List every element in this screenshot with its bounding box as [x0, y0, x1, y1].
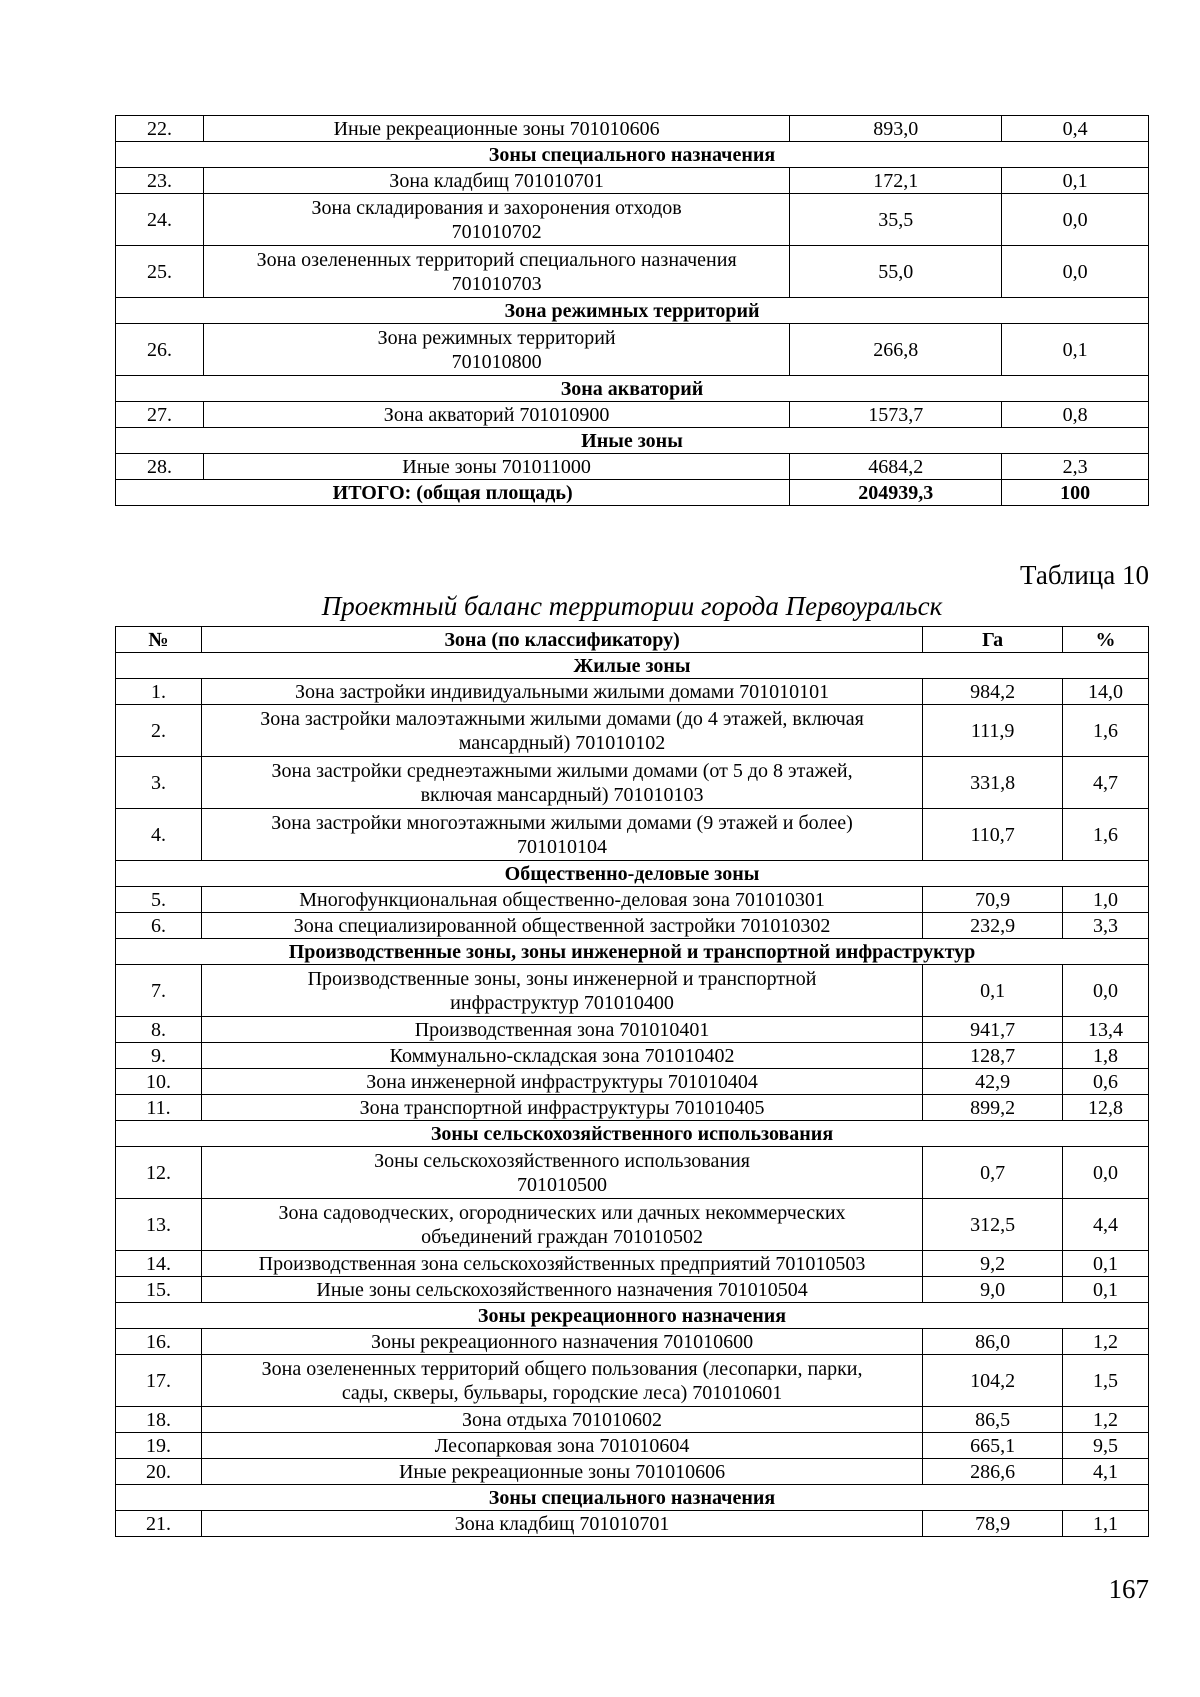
row-number: 25. — [116, 246, 204, 298]
zone-name: Зона озелененных территорий специального назначения 701010703 — [203, 246, 789, 298]
zone-name: Зона застройки малоэтажными жилыми домами (до 4 этажей, включая мансардный) 701010102 — [201, 705, 922, 757]
row-number: 8. — [116, 1017, 202, 1043]
table-number-label: Таблица 10 — [1020, 560, 1149, 590]
total-percent: 100 — [1002, 480, 1149, 506]
row-number: 7. — [116, 965, 202, 1017]
table-row — [116, 246, 1149, 298]
table-row — [116, 1407, 1149, 1433]
zone-hectares: 899,2 — [923, 1095, 1063, 1121]
header-number: № — [116, 627, 202, 653]
row-number: 24. — [116, 194, 204, 246]
table-row — [116, 809, 1149, 861]
zone-balance-table-continued — [115, 115, 1149, 506]
zone-percent: 0,0 — [1002, 194, 1149, 246]
zone-hectares: 86,0 — [923, 1329, 1063, 1355]
zone-hectares: 104,2 — [923, 1355, 1063, 1407]
zone-hectares: 312,5 — [923, 1199, 1063, 1251]
zone-name: Зона инженерной инфраструктуры 701010404 — [201, 1069, 922, 1095]
zone-name: Иные зоны сельскохозяйственного назначения 701010504 — [201, 1277, 922, 1303]
table-row — [116, 1329, 1149, 1355]
zone-hectares: 331,8 — [923, 757, 1063, 809]
table-row — [116, 1355, 1149, 1407]
row-number: 5. — [116, 887, 202, 913]
row-number: 14. — [116, 1251, 202, 1277]
row-number: 9. — [116, 1043, 202, 1069]
zone-name: Зона транспортной инфраструктуры 701010405 — [201, 1095, 922, 1121]
row-number: 23. — [116, 168, 204, 194]
section-header-row — [116, 653, 1149, 679]
zone-percent: 1,5 — [1063, 1355, 1149, 1407]
zone-percent: 3,3 — [1063, 913, 1149, 939]
header-zone: Зона (по классификатору) — [201, 627, 922, 653]
row-number: 12. — [116, 1147, 202, 1199]
table-row — [116, 1199, 1149, 1251]
table-row — [116, 1277, 1149, 1303]
zone-percent: 9,5 — [1063, 1433, 1149, 1459]
zone-percent: 0,0 — [1002, 246, 1149, 298]
row-number: 16. — [116, 1329, 202, 1355]
section-title: Производственные зоны, зоны инженерной и транспортной инфраструктур — [116, 939, 1149, 965]
zone-percent: 1,2 — [1063, 1329, 1149, 1355]
table-row — [116, 402, 1149, 428]
zone-name: Зона кладбищ 701010701 — [203, 168, 789, 194]
zone-percent: 0,1 — [1063, 1251, 1149, 1277]
section-header-row — [116, 1303, 1149, 1329]
zone-name: Зона режимных территорий 701010800 — [203, 324, 789, 376]
section-title: Иные зоны — [116, 428, 1149, 454]
table-row — [116, 1095, 1149, 1121]
zone-percent: 1,1 — [1063, 1511, 1149, 1537]
zone-percent: 0,1 — [1002, 324, 1149, 376]
section-title: Жилые зоны — [116, 653, 1149, 679]
zone-name: Зона кладбищ 701010701 — [201, 1511, 922, 1537]
table-row — [116, 1147, 1149, 1199]
table-row — [116, 705, 1149, 757]
total-row — [116, 480, 1149, 506]
zone-hectares: 42,9 — [923, 1069, 1063, 1095]
zone-hectares: 232,9 — [923, 913, 1063, 939]
zone-percent: 0,4 — [1002, 116, 1149, 142]
zone-name: Зона складирования и захоронения отходов 701010702 — [203, 194, 789, 246]
table-row — [116, 965, 1149, 1017]
section-header-row — [116, 376, 1149, 402]
row-number: 6. — [116, 913, 202, 939]
table-row — [116, 324, 1149, 376]
zone-percent: 1,6 — [1063, 705, 1149, 757]
zone-percent: 2,3 — [1002, 454, 1149, 480]
zone-name: Зона садоводческих, огороднических или дачных некоммерческих объединений граждан 701010502 — [201, 1199, 922, 1251]
row-number: 19. — [116, 1433, 202, 1459]
row-number: 1. — [116, 679, 202, 705]
row-number: 18. — [116, 1407, 202, 1433]
table-row — [116, 1433, 1149, 1459]
zone-name: Производственная зона 701010401 — [201, 1017, 922, 1043]
zone-hectares: 172,1 — [790, 168, 1002, 194]
row-number: 15. — [116, 1277, 202, 1303]
section-title: Зона акваторий — [116, 376, 1149, 402]
zone-hectares: 941,7 — [923, 1017, 1063, 1043]
zone-percent: 4,4 — [1063, 1199, 1149, 1251]
zone-percent: 12,8 — [1063, 1095, 1149, 1121]
zone-hectares: 35,5 — [790, 194, 1002, 246]
row-number: 20. — [116, 1459, 202, 1485]
section-header-row — [116, 861, 1149, 887]
zone-percent: 1,0 — [1063, 887, 1149, 913]
row-number: 17. — [116, 1355, 202, 1407]
zone-hectares: 0,7 — [923, 1147, 1063, 1199]
zone-name: Зоны сельскохозяйственного использования 701010500 — [201, 1147, 922, 1199]
zone-hectares: 55,0 — [790, 246, 1002, 298]
row-number: 10. — [116, 1069, 202, 1095]
zone-percent: 0,8 — [1002, 402, 1149, 428]
section-header-row — [116, 298, 1149, 324]
row-number: 2. — [116, 705, 202, 757]
zone-name: Иные рекреационные зоны 701010606 — [201, 1459, 922, 1485]
zone-name: Зона специализированной общественной застройки 701010302 — [201, 913, 922, 939]
row-number: 3. — [116, 757, 202, 809]
total-hectares: 204939,3 — [790, 480, 1002, 506]
table-row — [116, 194, 1149, 246]
section-header-row — [116, 1485, 1149, 1511]
section-header-row — [116, 1121, 1149, 1147]
row-number: 28. — [116, 454, 204, 480]
table-row — [116, 887, 1149, 913]
zone-percent: 4,1 — [1063, 1459, 1149, 1485]
row-number: 21. — [116, 1511, 202, 1537]
zone-hectares: 9,0 — [923, 1277, 1063, 1303]
section-header-row — [116, 939, 1149, 965]
zone-name: Зона застройки индивидуальными жилыми домами 701010101 — [201, 679, 922, 705]
table-row — [116, 1017, 1149, 1043]
zone-hectares: 266,8 — [790, 324, 1002, 376]
section-title: Зоны рекреационного назначения — [116, 1303, 1149, 1329]
zone-percent: 0,0 — [1063, 965, 1149, 1017]
zone-name: Лесопарковая зона 701010604 — [201, 1433, 922, 1459]
table-row — [116, 913, 1149, 939]
section-title: Зоны специального назначения — [116, 1485, 1149, 1511]
section-title: Зоны сельскохозяйственного использования — [116, 1121, 1149, 1147]
zone-name: Зона акваторий 701010900 — [203, 402, 789, 428]
table-row — [116, 757, 1149, 809]
row-number: 22. — [116, 116, 204, 142]
header-hectares: Га — [923, 627, 1063, 653]
zone-name: Коммунально-складская зона 701010402 — [201, 1043, 922, 1069]
section-header-row — [116, 428, 1149, 454]
zone-percent: 0,1 — [1002, 168, 1149, 194]
zone-percent: 1,6 — [1063, 809, 1149, 861]
section-title: Зона режимных территорий — [116, 298, 1149, 324]
zone-hectares: 4684,2 — [790, 454, 1002, 480]
table-row — [116, 1511, 1149, 1537]
row-number: 26. — [116, 324, 204, 376]
zone-hectares: 893,0 — [790, 116, 1002, 142]
zone-name: Иные зоны 701011000 — [203, 454, 789, 480]
row-number: 27. — [116, 402, 204, 428]
zone-name: Зона застройки многоэтажными жилыми домами (9 этажей и более) 701010104 — [201, 809, 922, 861]
zone-hectares: 110,7 — [923, 809, 1063, 861]
section-title: Общественно-деловые зоны — [116, 861, 1149, 887]
zone-percent: 0,0 — [1063, 1147, 1149, 1199]
zone-hectares: 111,9 — [923, 705, 1063, 757]
zone-name: Производственная зона сельскохозяйственных предприятий 701010503 — [201, 1251, 922, 1277]
zone-percent: 1,8 — [1063, 1043, 1149, 1069]
row-number: 11. — [116, 1095, 202, 1121]
table-row — [116, 168, 1149, 194]
table-row — [116, 1043, 1149, 1069]
row-number: 4. — [116, 809, 202, 861]
table-title: Проектный баланс территории города Первоуральск — [321, 591, 943, 621]
section-title: Зоны специального назначения — [116, 142, 1149, 168]
zone-hectares: 665,1 — [923, 1433, 1063, 1459]
zone-percent: 1,2 — [1063, 1407, 1149, 1433]
table-row — [116, 454, 1149, 480]
table-row — [116, 116, 1149, 142]
table-row — [116, 679, 1149, 705]
zone-hectares: 9,2 — [923, 1251, 1063, 1277]
section-header-row — [116, 142, 1149, 168]
zone-name: Зона застройки среднеэтажными жилыми домами (от 5 до 8 этажей, включая мансардный) 701010103 — [201, 757, 922, 809]
zone-hectares: 0,1 — [923, 965, 1063, 1017]
zone-percent: 4,7 — [1063, 757, 1149, 809]
zone-hectares: 70,9 — [923, 887, 1063, 913]
table-row — [116, 1251, 1149, 1277]
header-percent: % — [1063, 627, 1149, 653]
zone-name: Зоны рекреационного назначения 701010600 — [201, 1329, 922, 1355]
zone-name: Иные рекреационные зоны 701010606 — [203, 116, 789, 142]
zone-hectares: 984,2 — [923, 679, 1063, 705]
zone-name: Производственные зоны, зоны инженерной и транспортной инфраструктур 701010400 — [201, 965, 922, 1017]
table-row — [116, 1069, 1149, 1095]
row-number: 13. — [116, 1199, 202, 1251]
zone-hectares: 78,9 — [923, 1511, 1063, 1537]
zone-name: Зона отдыха 701010602 — [201, 1407, 922, 1433]
zone-percent: 14,0 — [1063, 679, 1149, 705]
zone-percent: 0,6 — [1063, 1069, 1149, 1095]
zone-hectares: 86,5 — [923, 1407, 1063, 1433]
zone-hectares: 128,7 — [923, 1043, 1063, 1069]
zone-hectares: 286,6 — [923, 1459, 1063, 1485]
zone-name: Зона озелененных территорий общего пользования (лесопарки, парки, сады, скверы, бульвары, городские леса) 701010601 — [201, 1355, 922, 1407]
table-row — [116, 1459, 1149, 1485]
zone-percent: 13,4 — [1063, 1017, 1149, 1043]
zone-hectares: 1573,7 — [790, 402, 1002, 428]
total-label: ИТОГО: (общая площадь) — [116, 480, 790, 506]
project-territory-balance-table — [115, 626, 1149, 1537]
zone-name: Многофункциональная общественно-деловая зона 701010301 — [201, 887, 922, 913]
table-header-row — [116, 627, 1149, 653]
zone-percent: 0,1 — [1063, 1277, 1149, 1303]
page-number: 167 — [1108, 1574, 1149, 1604]
